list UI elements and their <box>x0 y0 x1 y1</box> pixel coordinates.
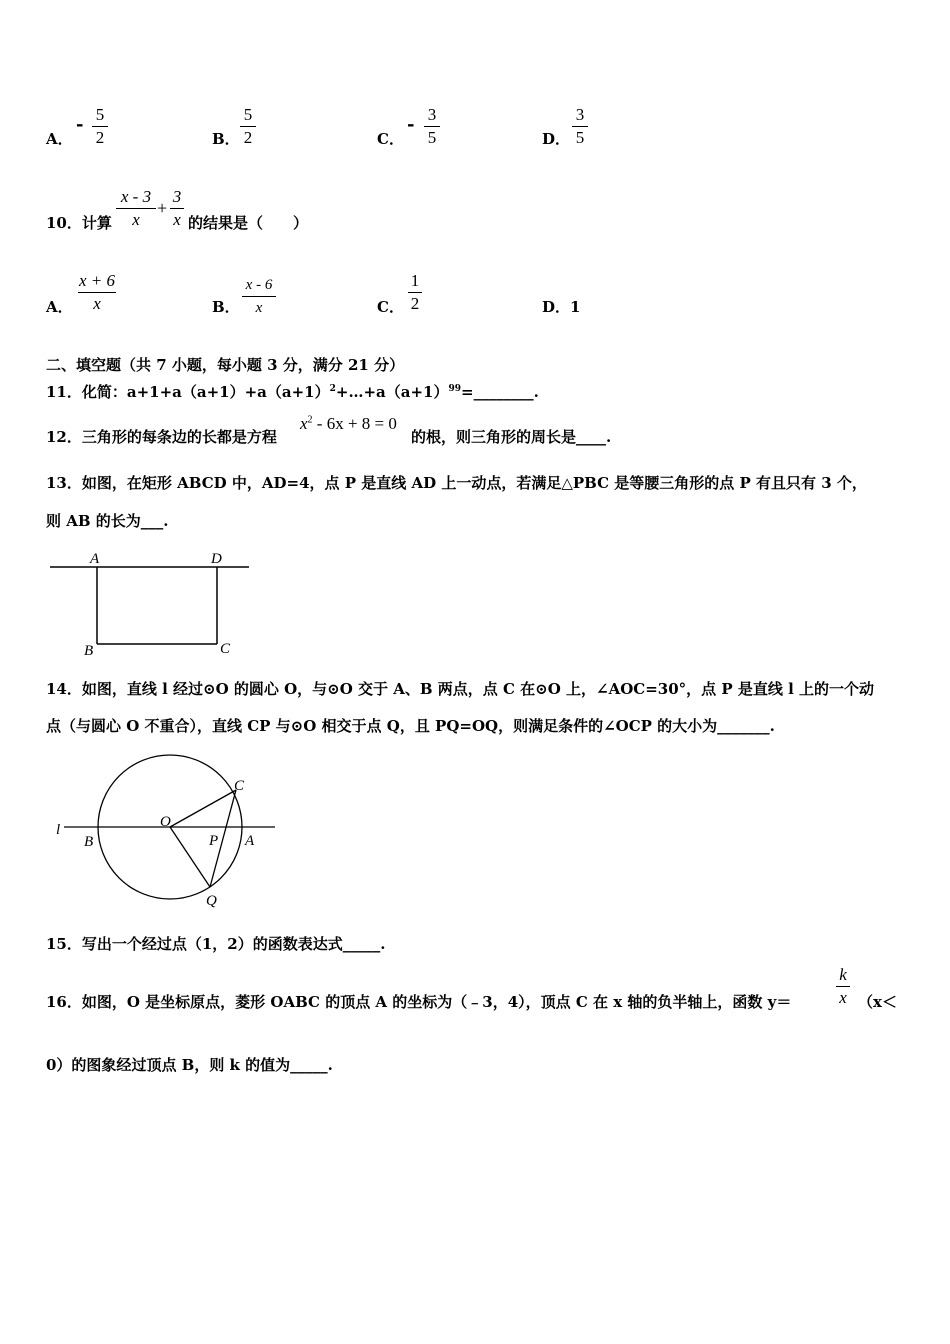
q10-option-d: D．1 <box>542 298 581 316</box>
q16-fraction <box>836 964 850 1009</box>
q11 <box>46 381 539 402</box>
q12-equation-rest: - 6x + 8 = 0 <box>312 414 397 433</box>
label-a: A <box>245 833 255 849</box>
denominator: x <box>132 210 140 229</box>
q10-plus: + <box>157 198 168 218</box>
denominator: x <box>93 294 101 313</box>
numerator: 3 <box>575 105 585 124</box>
q12-exponent: 2 <box>307 414 313 426</box>
q12-post: 的根，则三角形的周长是____. <box>411 428 612 446</box>
q11-tail: =________. <box>461 383 539 401</box>
q9-option-c-fraction <box>424 104 440 149</box>
q11-text: 11．化简：a+1+a（a+1）+a（a+1） <box>46 383 330 401</box>
numerator: 1 <box>410 271 420 290</box>
q10-fraction-2 <box>170 186 184 231</box>
denominator: 2 <box>243 128 253 147</box>
q10-option-c-label: C． <box>377 298 404 316</box>
q10-option-b-fraction <box>242 274 276 319</box>
q9-option-b-fraction <box>240 104 256 149</box>
q11-exponent-2: 99 <box>448 384 462 394</box>
q14-circle-figure <box>40 750 290 910</box>
numerator: k <box>839 965 847 984</box>
q10-tail: 的结果是（ ） <box>188 214 309 232</box>
q12-pre: 12．三角形的每条边的长都是方程 <box>46 428 277 446</box>
q9-option-c-label: C． <box>377 130 404 148</box>
q9-option-d-label: D． <box>542 130 571 148</box>
numerator: x - 6 <box>245 277 273 293</box>
q9-option-b-label: B． <box>212 130 240 148</box>
q11-exponent-1: 2 <box>329 384 336 394</box>
q12-variable: x <box>300 414 308 433</box>
q14-line-2: 点（与圆心 O 不重合），直线 CP 与⊙O 相交于点 Q，且 PQ=OQ，则满足条件的∠OCP 的大小为_______. <box>46 717 775 735</box>
label-b: B <box>84 643 94 659</box>
label-l: l <box>56 822 61 838</box>
denominator: x <box>173 210 181 229</box>
denominator: 5 <box>575 128 585 147</box>
q15: 15．写出一个经过点（1，2）的函数表达式_____. <box>46 935 386 953</box>
q10-option-a-fraction <box>78 270 116 315</box>
numerator: 5 <box>243 105 253 124</box>
q10-option-a-label: A． <box>46 298 73 316</box>
numerator: 5 <box>95 105 105 124</box>
q11-mid: +…+a（a+1） <box>335 383 449 401</box>
label-a: A <box>90 551 100 567</box>
q13-line-1: 13．如图，在矩形 ABCD 中，AD=4，点 P 是直线 AD 上一动点，若满足△PBC 是等腰三角形的点 P 有且只有 3 个， <box>46 474 867 492</box>
label-o: O <box>160 814 171 830</box>
q10-option-b-label: B． <box>212 298 240 316</box>
q16-line-1-tail: （x＜ <box>858 993 897 1011</box>
label-q: Q <box>206 893 217 909</box>
q13-line-2: 则 AB 的长为___. <box>46 512 169 530</box>
denominator: 2 <box>410 294 420 313</box>
label-p: P <box>209 833 219 849</box>
denominator: 5 <box>427 128 437 147</box>
q9-option-a-fraction <box>92 104 108 149</box>
q14-line-1: 14．如图，直线 l 经过⊙O 的圆心 O，与⊙O 交于 A、B 两点，点 C 在⊙O 上，∠AOC=30°，点 P 是直线 l 上的一个动 <box>46 680 875 698</box>
q10-fraction-1 <box>116 186 156 231</box>
numerator: x + 6 <box>78 271 116 290</box>
q10-option-c-fraction <box>408 270 422 315</box>
label-c: C <box>234 778 245 794</box>
q9-option-d-fraction <box>572 104 588 149</box>
label-b: B <box>84 834 94 850</box>
numerator: x - 3 <box>120 187 152 206</box>
numerator: 3 <box>172 187 182 206</box>
label-c: C <box>220 641 231 657</box>
q12-equation <box>300 414 397 434</box>
q10-number: 10．计算 <box>46 214 112 232</box>
q9-option-a-sign: - <box>76 114 84 135</box>
q13-rectangle-figure <box>40 545 260 660</box>
denominator: x <box>839 988 847 1007</box>
label-d: D <box>211 551 222 567</box>
section-2-title: 二、填空题（共 7 小题，每小题 3 分，满分 21 分） <box>46 356 405 374</box>
denominator: x <box>255 300 263 316</box>
numerator: 3 <box>427 105 437 124</box>
q9-option-c-sign: - <box>407 114 415 135</box>
q9-option-a-label: A． <box>46 130 73 148</box>
q16-line-2: 0）的图象经过顶点 B，则 k 的值为_____. <box>46 1056 333 1074</box>
denominator: 2 <box>95 128 105 147</box>
q16-line-1: 16．如图，O 是坐标原点，菱形 OABC 的顶点 A 的坐标为（﹣3，4），顶点 C 在 x 轴的负半轴上，函数 y＝ <box>46 993 792 1011</box>
